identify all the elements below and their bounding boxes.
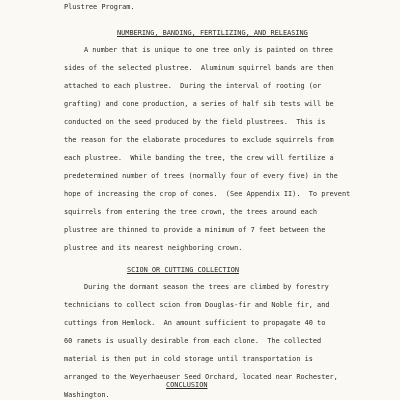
paragraph-line: each plustree. While banding the tree, the crew will fertilize a [64,154,334,162]
top-fragment-text: Plustree Program. [64,3,135,11]
paragraph-line: During the dormant season the trees are climbed by forestry [84,283,329,291]
paragraph-line: sides of the selected plustree. Aluminum squirrel bands are then [64,64,334,72]
paragraph-line: grafting) and cone production, a series of half sib tests will be [64,100,334,108]
paragraph-line: plustree are thinned to provide a minimum of 7 feet between the [64,226,326,234]
paragraph-line: A number that is unique to one tree only is painted on three [84,46,333,54]
paragraph-line: the reason for the elaborate procedures to exclude squirrels from [64,136,334,144]
paragraph-line: attached to each plustree. During the interval of rooting (or [64,82,322,90]
paragraph-line: Washington. [64,391,110,399]
paragraph-line: conducted on the seed produced by the field plustrees. This is [64,118,326,126]
paragraph-line: material is then put in cold storage until transportation is [64,355,313,363]
paragraph-line: cuttings from Hemlock. An amount sufficient to propagate 40 to [64,319,326,327]
section-heading-conclusion: CONCLUSION [166,381,208,389]
paragraph-line: squirrels from entering the tree crown, the trees around each [64,208,318,216]
paragraph-line: predetermined number of trees (normally four of every five) in the [64,172,338,180]
paragraph-line: plustree and its nearest neighboring crown. [64,244,243,252]
paragraph-line: hope of increasing the crop of cones. (See Appendix II). To prevent [64,190,351,198]
paragraph-line: arranged to the Weyerhaeuser Seed Orchard, located near Rochester, [64,373,338,381]
section-heading-numbering: NUMBERING, BANDING, FERTILIZING, AND RELEASING [117,29,308,37]
paragraph-line: technicians to collect scion from Douglas-fir and Noble fir, and [64,301,330,309]
section-heading-scion: SCION OR CUTTING COLLECTION [127,266,240,274]
paragraph-line: 60 ramets is usually desirable from each clone. The collected [64,337,322,345]
